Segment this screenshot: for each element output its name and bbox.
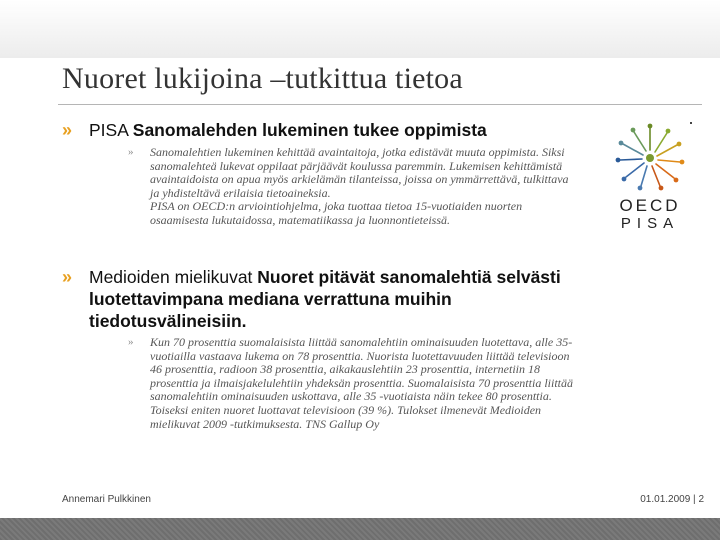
sub-bullet-marker: » — [128, 146, 134, 158]
footer-date-page: 01.01.2009 | 2 — [640, 494, 704, 505]
header-band — [0, 0, 720, 58]
bullet-pisa — [62, 119, 592, 141]
bullet-marker: » — [62, 120, 73, 140]
sub-bullet-media — [128, 336, 580, 431]
slide-title: Nuoret lukijoina –tutkittua tietoa — [62, 62, 463, 95]
sub-bullet-pisa — [128, 146, 580, 228]
bullet-lead: Medioiden mielikuvat — [89, 267, 258, 287]
bullet-heading: Nuoret pitävät sanomalehtiä selvästi luotettavimpana mediana verrattuna muihin tiedotusvälineisiin. — [89, 267, 561, 331]
sub-paragraph: Sanomalehtien lukeminen kehittää avaintaitoja, jotka edistävät muuta oppimista. Siksi sanomalehteä lukevat oppilaat pärjäävät koulussa paremmin. Lukemisen kehittämistä avaintaidoista on apua myös arkielämän tilanteissa, joissa on ymmärrettävä, tulkittava ja yhdisteltävä erilaisia tietoaineksia. — [150, 145, 569, 200]
title-divider — [58, 104, 702, 105]
logo-text-oecd: OECD — [619, 196, 681, 215]
sub-paragraph: Kun 70 prosenttia suomalaisista liittää sanomalehtiin ominaisuuden luotettava, alle 35-vuotiailla vastaava lukema on 78 prosenttia. Nuorista luotettavuuden liittää televisioon 46 prosenttia, radioon 38 prosenttia, aikakauslehtiin 23 prosenttia, internetiin 18 prosenttia ja ilmaisjakelulehtiin yhdeksän prosenttia. Suomalaisista 70 prosenttia liittää sanomalehtiin ominaisuuden uskottava, alle 35 -vuotiaista näin tekee 80 prosenttia. Toiseksi eniten nuoret luottavat televisioon (39 %). Tulokset ilmenevät Medioiden mielikuvat 2009 -tutkimuksesta. TNS Gallup Oy — [150, 335, 573, 431]
footer-author: Annemari Pulkkinen — [62, 494, 151, 505]
sub-paragraph: PISA on OECD:n arviointiohjelma, joka tuottaa tietoa 15-vuotiaiden nuorten osaamisesta lukutaidossa, matematiikassa ja luonnontieteissä. — [150, 199, 523, 227]
logo-text-pisa: PISA — [620, 215, 680, 232]
bullet-heading: Sanomalehden lukeminen tukee oppimista — [132, 120, 487, 140]
bullet-lead: PISA — [89, 120, 133, 140]
footer-band — [0, 518, 720, 540]
sub-bullet-marker: » — [128, 336, 134, 348]
bullet-marker: » — [62, 267, 73, 287]
bullet-media — [62, 266, 592, 332]
